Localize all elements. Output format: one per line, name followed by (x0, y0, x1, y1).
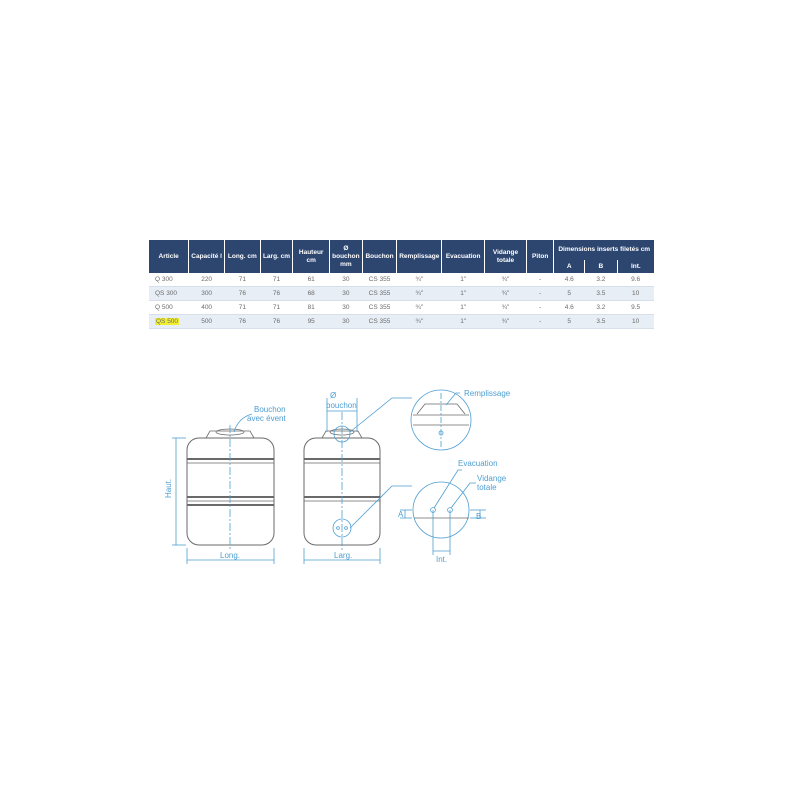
diam-symbol-label: Ø (330, 391, 337, 400)
col-hauteur-header: Hauteur cm (293, 240, 330, 273)
evacuation-label: Evacuation (458, 459, 498, 468)
cell-value: 400 (201, 304, 213, 311)
cell-value: 1" (460, 318, 467, 325)
cell-value: 1" (460, 290, 467, 297)
cell-value: 95 (307, 318, 315, 325)
cell-value: 3.2 (596, 276, 606, 283)
cell-value: 300 (201, 290, 213, 297)
vidange-label: Vidange (477, 474, 507, 483)
article-code: Q 300 (155, 276, 173, 283)
cell-value: - (539, 276, 542, 283)
detail-evacuation (400, 470, 486, 555)
cell-value: 5 (567, 290, 572, 297)
cell-value: 76 (238, 318, 246, 325)
cell-value: 3.5 (596, 318, 606, 325)
cell-value: ¾" (415, 304, 424, 311)
side-view-tank (304, 398, 412, 550)
article-code: Q 500 (155, 304, 173, 311)
bouchon-label: Bouchon (254, 405, 286, 414)
cell-value: 10 (631, 318, 640, 325)
cell-value: ¾" (501, 276, 510, 283)
cell-value: 4.6 (564, 304, 574, 311)
article-code: QS 500 (156, 318, 179, 325)
cell-value: 220 (201, 276, 213, 283)
cell-value: - (539, 304, 542, 311)
haut-label: Haut. (164, 478, 173, 498)
front-view-tank (187, 414, 274, 550)
col-larg-header: Larg. cm (260, 240, 293, 273)
col-capacite-header: Capacité l (189, 240, 225, 273)
cell-value: ¾" (501, 290, 510, 297)
cell-value: ¾" (501, 304, 510, 311)
cell-value: - (539, 318, 542, 325)
cell-value: 4.6 (564, 276, 574, 283)
long-label: Long. (220, 551, 241, 560)
cell-value: ¾" (501, 318, 510, 325)
cell-value: 1" (460, 276, 467, 283)
col-piton-header: Piton (526, 240, 554, 273)
cell-value: ¾" (415, 318, 424, 325)
cell-value: 76 (272, 290, 281, 297)
cell-value: 1" (460, 304, 467, 311)
cell-value: 71 (238, 304, 246, 311)
article-code: QS 300 (155, 290, 178, 297)
cell-value: 81 (307, 304, 315, 311)
cell-value: - (539, 290, 542, 297)
cell-value: 10 (631, 290, 640, 297)
col-evacuation-header: Evacuation (442, 240, 485, 273)
cell-value: 30 (342, 276, 350, 283)
cell-value: 71 (272, 276, 281, 283)
b-dimension-label: B (476, 512, 482, 521)
cell-value: 30 (342, 290, 350, 297)
cell-value: 76 (238, 290, 246, 297)
col-bouchon-diam-header: Ø bouchon mm (330, 240, 363, 273)
detail-remplissage (411, 390, 471, 450)
cell-value: 5 (567, 318, 572, 325)
avec-event-label: avec évent (247, 414, 286, 423)
cell-value: 500 (201, 318, 213, 325)
cell-value: 9.5 (631, 304, 641, 311)
bouchon-diameter-label: bouchon (326, 401, 357, 410)
col-a-header: A (554, 260, 585, 273)
cell-value: 71 (272, 304, 281, 311)
cell-value: CS 355 (368, 304, 391, 311)
col-dimensions-header: Dimensions inserts filetés cm (554, 240, 654, 260)
cell-value: CS 355 (368, 276, 391, 283)
col-remplissage-header: Remplissage (397, 240, 442, 273)
cell-value: 71 (238, 276, 246, 283)
cell-value: 76 (272, 318, 281, 325)
cell-value: 3.5 (596, 290, 606, 297)
cell-value: 3.2 (596, 304, 606, 311)
col-article-header: Article (149, 240, 189, 273)
cell-value: CS 355 (368, 318, 391, 325)
cell-value: ¾" (415, 276, 424, 283)
col-long-header: Long. cm (224, 240, 260, 273)
larg-label: Larg. (334, 551, 353, 560)
remplissage-label: Remplissage (464, 389, 511, 398)
cell-value: 61 (307, 276, 315, 283)
cell-value: 9.6 (631, 276, 641, 283)
totale-label: totale (477, 483, 497, 492)
cell-value: ¾" (415, 290, 424, 297)
a-dimension-label: A (398, 510, 404, 519)
cell-value: CS 355 (368, 290, 391, 297)
col-int-header: Int. (617, 260, 654, 273)
cell-value: 30 (342, 318, 350, 325)
col-vidange-header: Vidange totale (485, 240, 527, 273)
col-bouchon-header: Bouchon (362, 240, 397, 273)
cell-value: 30 (342, 304, 350, 311)
int-dimension-label: Int. (436, 555, 448, 564)
cell-value: 68 (307, 290, 315, 297)
col-b-header: B (585, 260, 618, 273)
